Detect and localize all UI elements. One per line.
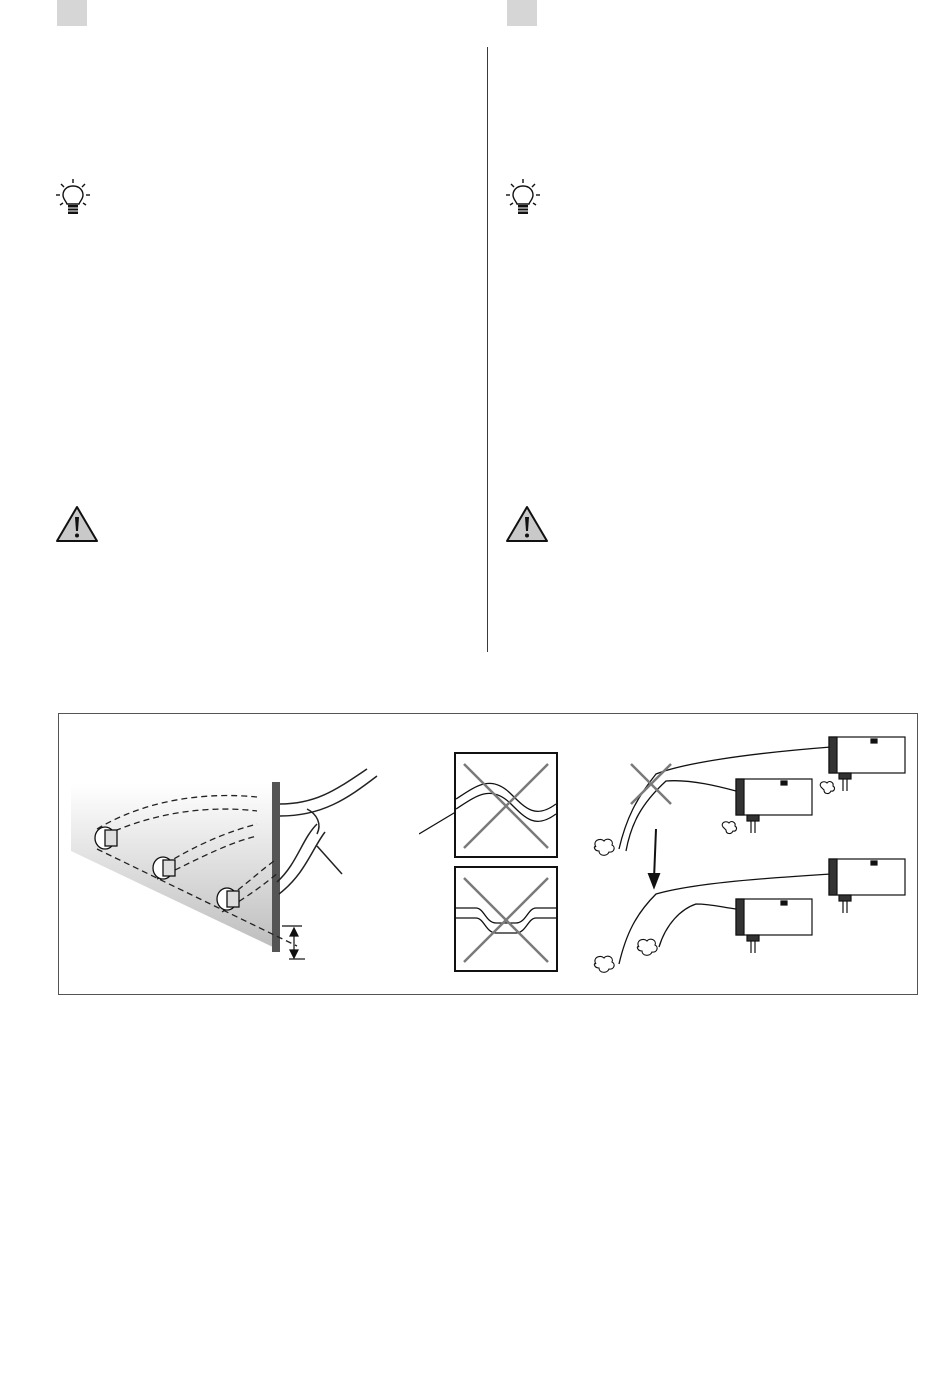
incorrect-pipe-hump-panel	[454, 866, 558, 972]
lightbulb-icon	[55, 178, 91, 218]
left-section-tab	[57, 0, 87, 26]
warning-triangle-icon	[505, 505, 549, 543]
warning-triangle-icon	[55, 505, 99, 543]
steam-generator-pipe-comparison	[581, 719, 911, 987]
lightbulb-icon	[505, 178, 541, 218]
column-divider	[487, 47, 488, 652]
right-section-tab	[507, 0, 537, 26]
incorrect-pipe-dip-panel	[454, 752, 558, 858]
pipe-routing-wall-illustration	[67, 754, 407, 979]
installation-figure	[58, 713, 918, 995]
